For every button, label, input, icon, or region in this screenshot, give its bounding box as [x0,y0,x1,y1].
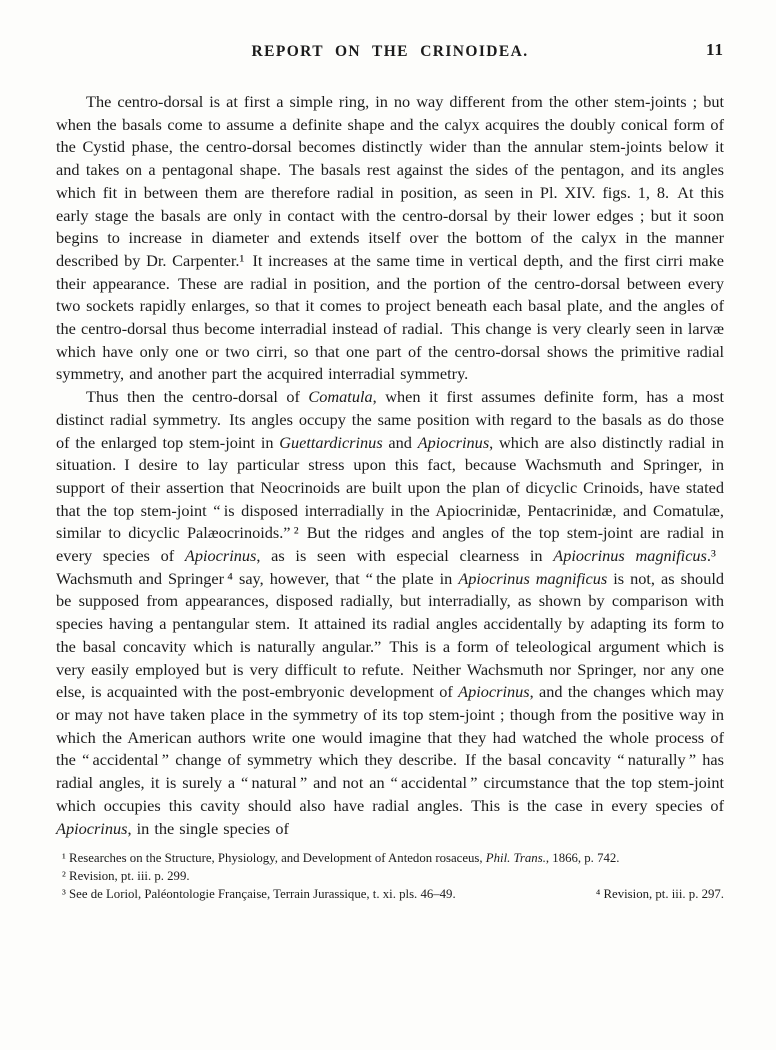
page-body [56,91,724,840]
footnotes [56,849,724,903]
footnote-1: ¹ Researches on the Structure, Physiology, and Development of Antedon rosaceus, Phil. Trans., 1866, p. 742. [62,851,620,866]
page-header [56,40,724,64]
running-title: REPORT ON THE CRINOIDEA. [251,43,529,60]
footnote-2: ² Revision, pt. iii. p. 299. [62,869,190,884]
paragraph-1: The centro-dorsal is at first a simple ring, in no way different from the other stem-joints ; but when the basals come to assume a definite shape and the calyx acquires the doubly conical form of the Cystid phase, the centro-dorsal becomes distinctly wider than the annular stem-joints below it and takes on a pentagonal shape. The basals rest against the sides of the pentagon, and its angles which fit in between them are therefore radial in position, as seen in Pl. XIV. figs. 1, 8. At this early stage the basals are only in contact with the centro-dorsal by their lower edges ; but it soon begins to increase in diameter and extends itself over the bottom of the calyx in the manner described by Dr. Carpenter.¹ It increases at the same time in vertical depth, and the first cirri make their appearance. These are radial in position, and the portion of the centro-dorsal between every two sockets rapidly enlarges, so that it comes to project beneath each basal plate, and the angles of the centro-dorsal thus become interradial instead of radial. This change is very clearly seen in larvæ which have only one or two cirri, so that one part of the centro-dorsal shows the primitive radial symmetry, and another part the acquired interradial symmetry. [56,92,724,384]
footnote-3: ³ See de Loriol, Paléontologie Française, Terrain Jurassique, t. xi. pls. 46–49. [62,887,456,902]
footnote-row [56,885,724,903]
footnote-4: ⁴ Revision, pt. iii. p. 297. [595,887,724,902]
page-number: 11 [705,40,724,59]
page-content [56,40,724,903]
paragraph-2: Thus then the centro-dorsal of Comatula, when it first assumes definite form, has a most distinct radial symmetry. Its angles occupy the same position with regard to the basals as do those of the enlarged top stem-joint in Guettardicrinus and Apiocrinus, which are also distinctly radial in situation. I desire to lay particular stress upon this fact, because Wachsmuth and Springer, in support of their assertion that Neocrinoids are built upon the plan of dicyclic Crinoids, have stated that the top stem-joint “ is disposed interradially in the Apiocrinidæ, Pentacrinidæ, and Comatulæ, similar to dicyclic Palæocrinoids.” ² But the ridges and angles of the top stem-joint are radial in every species of Apiocrinus, as is seen with especial clearness in Apiocrinus magnificus.³ Wachsmuth and Springer ⁴ say, however, that “ the plate in Apiocrinus magnificus is not, as should be supposed from appearances, disposed radially, but interradially, as shown by comparison with species having a pentangular stem. It attained its radial angles accidentally by adapting its form to the basal concavity which is naturally angular.” This is a form of teleological argument which is very easily employed but is very difficult to refute. Neither Wachsmuth nor Springer, nor any one else, is acquainted with the post-embryonic development of Apiocrinus, and the changes which may or may not have taken place in the symmetry of its top stem-joint ; though from the positive way in which the American authors write one would imagine that they had watched the whole process of the “ accidental ” change of symmetry which they describe. If the basal concavity “ naturally ” has radial angles, it is surely a “ natural ” and not an “ accidental ” circumstance that the top stem-joint which occupies this cavity should also have radial angles. This is the case in every species of Apiocrinus, in the single species of [56,387,725,838]
